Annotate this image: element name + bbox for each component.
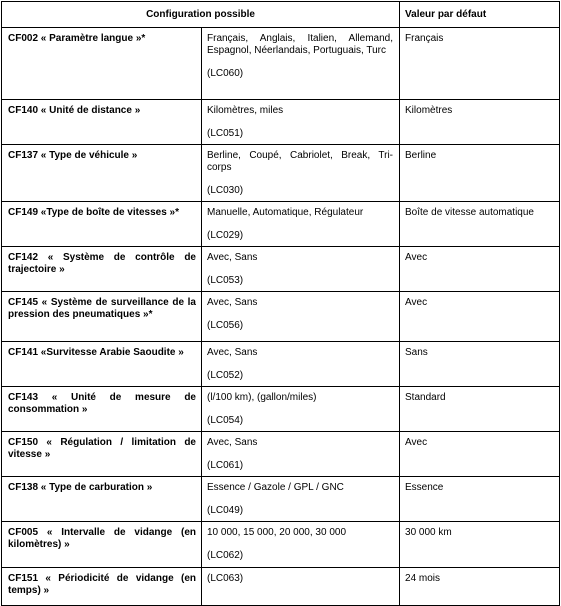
option-values: Kilomètres, miles	[207, 105, 284, 116]
parameter-name: CF138 « Type de carburation »	[2, 477, 202, 522]
parameter-name: CF150 « Régulation / limitation de vitesse »	[2, 432, 202, 477]
table-row	[2, 432, 560, 477]
default-value: Avec	[400, 292, 560, 342]
option-values: Avec, Sans	[207, 347, 258, 358]
table-row	[2, 342, 560, 387]
lc-code: (LC061)	[207, 460, 244, 471]
option-values: Manuelle, Automatique, Régulateur	[207, 207, 364, 218]
default-value: Boîte de vitesse automatique	[400, 202, 560, 247]
parameter-name: CF140 « Unité de distance »	[2, 100, 202, 145]
possible-configuration	[202, 100, 400, 145]
option-values: (l/100 km), (gallon/miles)	[207, 392, 317, 403]
possible-configuration	[202, 477, 400, 522]
possible-configuration	[202, 387, 400, 432]
parameter-name: CF145 « Système de surveillance de la pression des pneumatiques »*	[2, 292, 202, 342]
table-row	[2, 202, 560, 247]
parameter-name: CF151 « Périodicité de vidange (en temps) »	[2, 568, 202, 606]
option-values: Français, Anglais, Italien, Allemand, Espagnol, Néerlandais, Portuguais, Turc	[207, 33, 394, 56]
possible-configuration	[202, 522, 400, 568]
lc-code: (LC052)	[207, 370, 244, 381]
option-values: Avec, Sans	[207, 437, 258, 448]
default-value: 30 000 km	[400, 522, 560, 568]
possible-configuration	[202, 202, 400, 247]
header-row	[2, 2, 560, 28]
parameter-name: CF002 « Paramètre langue »*	[2, 28, 202, 100]
option-values: Avec, Sans	[207, 252, 258, 263]
lc-code: (LC049)	[207, 505, 244, 516]
parameter-name: CF143 « Unité de mesure de consommation »	[2, 387, 202, 432]
default-value: Standard	[400, 387, 560, 432]
option-values: Essence / Gazole / GPL / GNC	[207, 482, 344, 493]
lc-code: (LC053)	[207, 275, 244, 286]
table-row	[2, 387, 560, 432]
lc-code: (LC029)	[207, 230, 244, 241]
default-value: Avec	[400, 432, 560, 477]
default-value: Kilomètres	[400, 100, 560, 145]
table-row	[2, 292, 560, 342]
header-configuration: Configuration possible	[2, 2, 400, 28]
table-row	[2, 522, 560, 568]
option-values: Avec, Sans	[207, 297, 258, 308]
possible-configuration	[202, 342, 400, 387]
possible-configuration	[202, 28, 400, 100]
default-value: 24 mois	[400, 568, 560, 606]
table-row	[2, 477, 560, 522]
parameter-name: CF142 « Système de contrôle de trajectoire »	[2, 247, 202, 292]
header-default-value: Valeur par défaut	[400, 2, 560, 28]
lc-code: (LC063)	[207, 573, 244, 584]
possible-configuration	[202, 568, 400, 606]
table-row	[2, 247, 560, 292]
lc-code: (LC051)	[207, 128, 244, 139]
default-value: Berline	[400, 145, 560, 202]
table-row	[2, 28, 560, 100]
table-row	[2, 568, 560, 606]
parameter-name: CF137 « Type de véhicule »	[2, 145, 202, 202]
parameter-name: CF005 « Intervalle de vidange (en kilomètres) »	[2, 522, 202, 568]
possible-configuration	[202, 247, 400, 292]
default-value: Français	[400, 28, 560, 100]
lc-code: (LC030)	[207, 185, 244, 196]
lc-code: (LC060)	[207, 68, 244, 79]
possible-configuration	[202, 432, 400, 477]
table-row	[2, 100, 560, 145]
default-value: Sans	[400, 342, 560, 387]
lc-code: (LC054)	[207, 415, 244, 426]
default-value: Essence	[400, 477, 560, 522]
parameter-name: CF141 «Survitesse Arabie Saoudite »	[2, 342, 202, 387]
table-row	[2, 145, 560, 202]
lc-code: (LC056)	[207, 320, 244, 331]
parameter-name: CF149 «Type de boîte de vitesses »*	[2, 202, 202, 247]
configuration-table	[1, 1, 560, 606]
possible-configuration	[202, 292, 400, 342]
default-value: Avec	[400, 247, 560, 292]
possible-configuration	[202, 145, 400, 202]
lc-code: (LC062)	[207, 550, 244, 561]
option-values: 10 000, 15 000, 20 000, 30 000	[207, 527, 347, 538]
option-values: Berline, Coupé, Cabriolet, Break, Tri-corps	[207, 150, 394, 173]
